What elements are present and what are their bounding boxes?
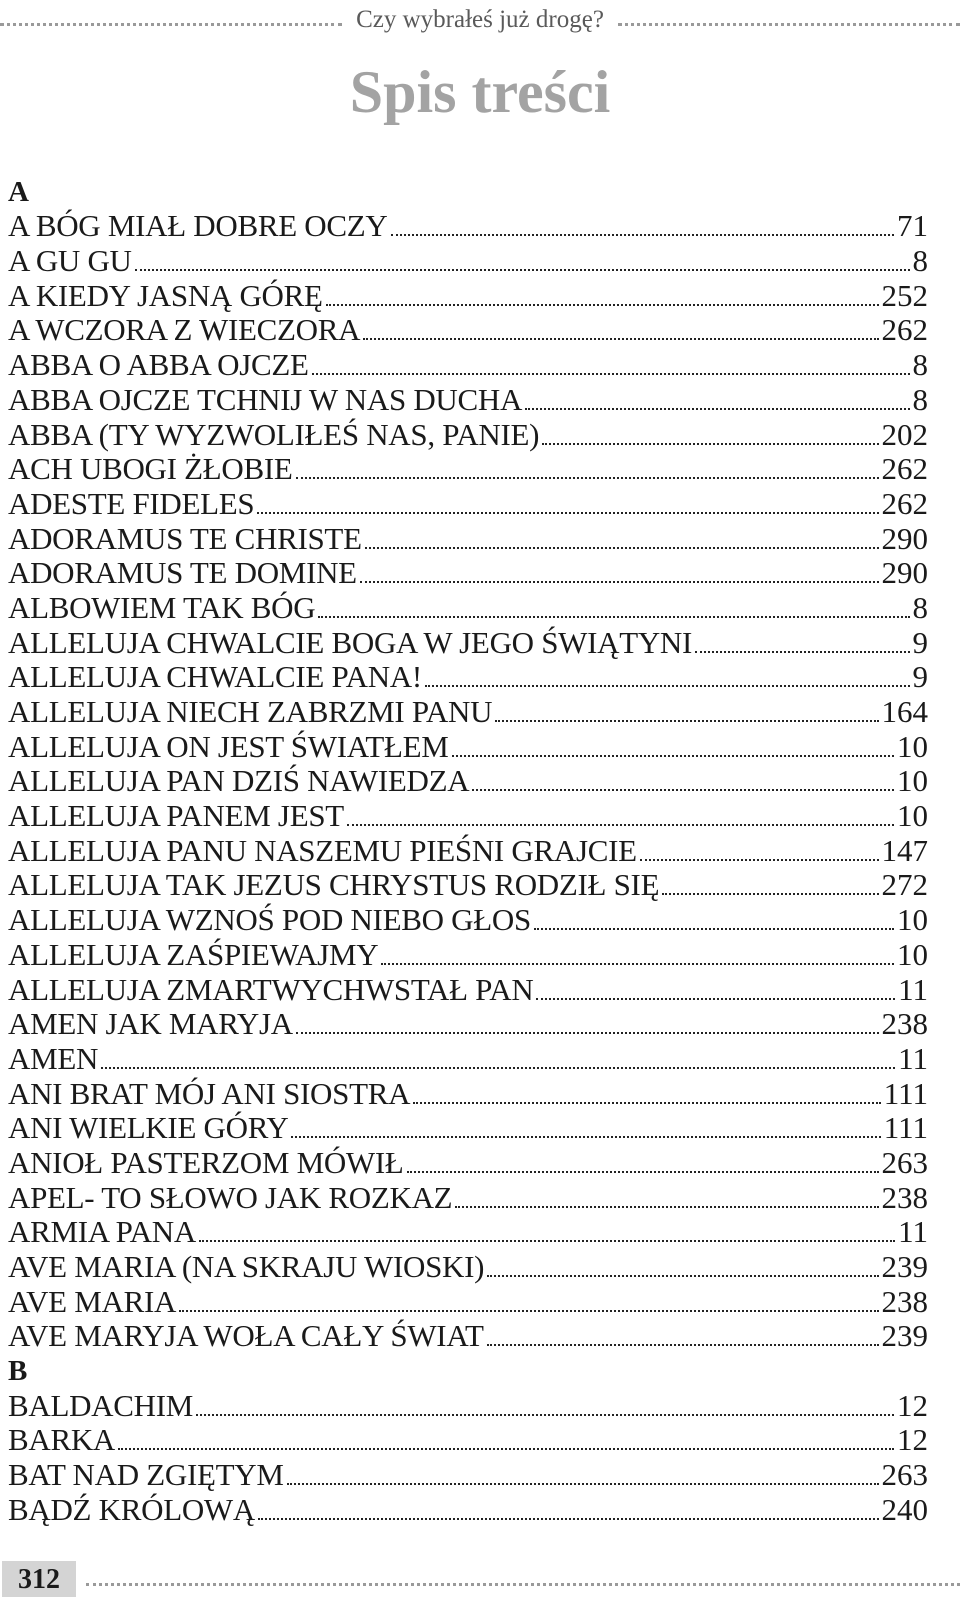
dot-leader <box>101 1067 895 1069</box>
dot-leader <box>363 338 878 340</box>
section-letter: B <box>8 1355 28 1388</box>
dot-leader <box>287 1483 879 1485</box>
entry-page-number: 71 <box>897 208 928 244</box>
entry-title: ABBA O ABBA OJCZE <box>8 347 309 383</box>
entry-page-number: 111 <box>883 1110 928 1146</box>
entry-page-number: 252 <box>881 278 928 313</box>
dot-leader <box>413 1102 881 1104</box>
dot-leader <box>312 373 910 375</box>
entry-page-number: 147 <box>881 833 928 868</box>
toc-entry <box>8 243 928 278</box>
page-footer <box>0 1560 960 1597</box>
entry-title: ALLELUJA CHWALCIE PANA! <box>8 659 422 695</box>
toc-entry <box>8 452 928 487</box>
entry-page-number: 9 <box>912 624 928 660</box>
entry-title: ANIOŁ PASTERZOM MÓWIŁ <box>8 1145 404 1180</box>
entry-title: ALLELUJA PANU NASZEMU PIEŚNI GRAJCIE <box>8 833 637 868</box>
toc-entry <box>8 694 928 729</box>
entry-page-number: 238 <box>881 1006 928 1042</box>
entry-page-number: 8 <box>912 347 928 383</box>
dot-leader <box>407 1171 879 1173</box>
entry-title: ALLELUJA ZAŚPIEWAJMY <box>8 937 379 972</box>
entry-title: BĄDŹ KRÓLOWĄ <box>8 1492 255 1527</box>
section-letter: A <box>8 175 29 208</box>
dot-leader <box>487 1275 878 1277</box>
toc-entry <box>8 1180 928 1215</box>
toc-entry <box>8 1319 928 1354</box>
dot-leader <box>425 685 910 687</box>
toc-entry <box>8 833 928 868</box>
toc-entry <box>8 313 928 348</box>
dot-leader <box>662 893 878 895</box>
toc-entry <box>8 868 928 903</box>
toc-entry <box>8 625 928 660</box>
entry-page-number: 10 <box>897 937 928 972</box>
entry-page-number: 11 <box>898 1041 928 1076</box>
toc-entry <box>8 1041 928 1076</box>
entry-title: ALBOWIEM TAK BÓG <box>8 590 316 625</box>
dot-leader <box>258 1518 879 1520</box>
page-number: 312 <box>2 1561 76 1597</box>
toc-entry <box>8 278 928 313</box>
toc-entry <box>8 937 928 972</box>
dot-leader <box>296 1032 879 1034</box>
toc-entry <box>8 417 928 452</box>
entry-page-number: 9 <box>912 659 928 695</box>
entry-title: A GU GU <box>8 243 132 279</box>
dot-leader <box>196 1414 894 1416</box>
entry-page-number: 290 <box>881 555 928 591</box>
entry-title: ALLELUJA ON JEST ŚWIATŁEM <box>8 729 449 764</box>
entry-page-number: 8 <box>912 243 928 279</box>
entry-page-number: 263 <box>881 1457 928 1493</box>
entry-title: BALDACHIM <box>8 1388 194 1423</box>
dot-leader <box>455 1206 878 1208</box>
entry-title: ALLELUJA ZMARTWYCHWSTAŁ PAN <box>8 971 534 1007</box>
dot-leader <box>291 1136 880 1138</box>
entry-page-number: 11 <box>898 971 928 1007</box>
dot-leader <box>695 651 909 653</box>
entry-title: AMEN <box>8 1041 99 1076</box>
dot-leader <box>472 789 894 791</box>
entry-title: AVE MARIA <box>8 1284 177 1319</box>
entry-title: ABBA OJCZE TCHNIJ W NAS DUCHA <box>8 382 523 417</box>
dot-leader <box>640 859 879 861</box>
entry-title: ALLELUJA NIECH ZABRZMI PANU <box>8 694 493 729</box>
entry-title: ALLELUJA TAK JEZUS CHRYSTUS RODZIŁ SIĘ <box>8 867 660 903</box>
toc-entry <box>8 1249 928 1284</box>
toc-entry <box>8 1076 928 1111</box>
dot-leader <box>179 1310 878 1312</box>
entry-title: AMEN JAK MARYJA <box>8 1006 293 1042</box>
entry-page-number: 111 <box>883 1075 928 1111</box>
dot-leader <box>452 755 894 757</box>
toc-entry <box>8 972 928 1007</box>
entry-page-number: 239 <box>881 1318 928 1354</box>
toc-entry <box>8 1492 928 1527</box>
entry-title: ADORAMUS TE CHRISTE <box>8 520 362 556</box>
entry-page-number: 8 <box>912 382 928 417</box>
entry-page-number: 12 <box>897 1422 928 1458</box>
entry-page-number: 10 <box>897 729 928 764</box>
running-title: Czy wybrałeś już drogę? <box>356 6 604 33</box>
entry-page-number: 240 <box>881 1492 928 1527</box>
toc-entry <box>8 590 928 625</box>
entry-title: ACH UBOGI ŻŁOBIE <box>8 451 293 487</box>
entry-title: A KIEDY JASNĄ GÓRĘ <box>8 278 323 313</box>
entry-title: ALLELUJA PAN DZIŚ NAWIEDZA <box>8 763 470 799</box>
dot-leader <box>347 824 894 826</box>
entry-page-number: 262 <box>881 312 928 348</box>
dot-leader <box>487 1344 879 1346</box>
dot-leader <box>495 720 878 722</box>
toc-entry <box>8 1388 928 1423</box>
entry-page-number: 239 <box>881 1249 928 1284</box>
toc-entry <box>8 1284 928 1319</box>
dot-leader <box>296 477 879 479</box>
entry-title: AVE MARIA (NA SKRAJU WIOSKI) <box>8 1249 485 1284</box>
header-dot-leader-right <box>618 23 960 26</box>
dot-leader <box>360 581 879 583</box>
entry-page-number: 262 <box>881 486 928 521</box>
toc-entry <box>8 1007 928 1042</box>
dot-leader <box>365 547 879 549</box>
toc-entry <box>8 347 928 382</box>
toc-entry <box>8 486 928 521</box>
entry-title: ANI BRAT MÓJ ANI SIOSTRA <box>8 1075 411 1111</box>
dot-leader <box>318 616 909 618</box>
dot-leader <box>542 443 878 445</box>
entry-page-number: 10 <box>897 798 928 834</box>
dot-leader <box>135 269 910 271</box>
toc-entry <box>8 1145 928 1180</box>
table-of-contents <box>8 174 928 1527</box>
header-dot-leader-left <box>0 23 342 26</box>
entry-title: A WCZORA Z WIECZORA <box>8 312 361 348</box>
entry-title: ADESTE FIDELES <box>8 486 255 521</box>
entry-page-number: 202 <box>881 416 928 452</box>
dot-leader <box>536 998 895 1000</box>
section-letter-heading <box>8 174 928 209</box>
toc-entry <box>8 1423 928 1458</box>
dot-leader <box>525 408 909 410</box>
entry-page-number: 238 <box>881 1284 928 1319</box>
toc-entry <box>8 1457 928 1492</box>
entry-page-number: 263 <box>881 1145 928 1180</box>
toc-entry <box>8 382 928 417</box>
entry-title: ALLELUJA WZNOŚ POD NIEBO GŁOS <box>8 902 531 938</box>
entry-title: ARMIA PANA <box>8 1214 196 1250</box>
entry-page-number: 262 <box>881 451 928 487</box>
entry-title: APEL- TO SŁOWO JAK ROZKAZ <box>8 1179 453 1215</box>
entry-title: ABBA (TY WYZWOLIŁEŚ NAS, PANIE) <box>8 416 540 452</box>
dot-leader <box>391 234 895 236</box>
entry-title: ALLELUJA CHWALCIE BOGA W JEGO ŚWIĄTYNI <box>8 624 693 660</box>
dot-leader <box>199 1240 895 1242</box>
entry-page-number: 11 <box>898 1214 928 1250</box>
entry-title: ANI WIELKIE GÓRY <box>8 1110 289 1146</box>
entry-page-number: 290 <box>881 520 928 556</box>
toc-entry <box>8 729 928 764</box>
footer-dot-leader <box>86 1583 960 1586</box>
toc-entry <box>8 1111 928 1146</box>
entry-page-number: 10 <box>897 763 928 799</box>
section-letter-heading <box>8 1353 928 1388</box>
entry-title: AVE MARYJA WOŁA CAŁY ŚWIAT <box>8 1318 484 1354</box>
toc-entry <box>8 660 928 695</box>
toc-entry <box>8 902 928 937</box>
toc-entry <box>8 1215 928 1250</box>
entry-page-number: 8 <box>912 590 928 625</box>
entry-page-number: 238 <box>881 1179 928 1215</box>
entry-title: BAT NAD ZGIĘTYM <box>8 1457 284 1493</box>
running-header <box>0 0 960 40</box>
entry-page-number: 10 <box>897 902 928 938</box>
page-title: Spis treści <box>349 59 611 125</box>
dot-leader <box>534 928 894 930</box>
toc-entry <box>8 556 928 591</box>
toc-entry <box>8 521 928 556</box>
entry-page-number: 164 <box>881 694 928 729</box>
toc-entry <box>8 798 928 833</box>
toc-entry <box>8 209 928 244</box>
entry-title: BARKA <box>8 1422 116 1458</box>
entry-page-number: 272 <box>881 867 928 903</box>
toc-entry <box>8 764 928 799</box>
entry-title: ALLELUJA PANEM JEST <box>8 798 344 834</box>
dot-leader <box>326 304 879 306</box>
entry-title: ADORAMUS TE DOMINE <box>8 555 357 591</box>
dot-leader <box>257 512 878 514</box>
entry-title: A BÓG MIAŁ DOBRE OCZY <box>8 208 388 244</box>
entry-page-number: 12 <box>897 1388 928 1423</box>
dot-leader <box>381 963 894 965</box>
dot-leader <box>118 1448 894 1450</box>
